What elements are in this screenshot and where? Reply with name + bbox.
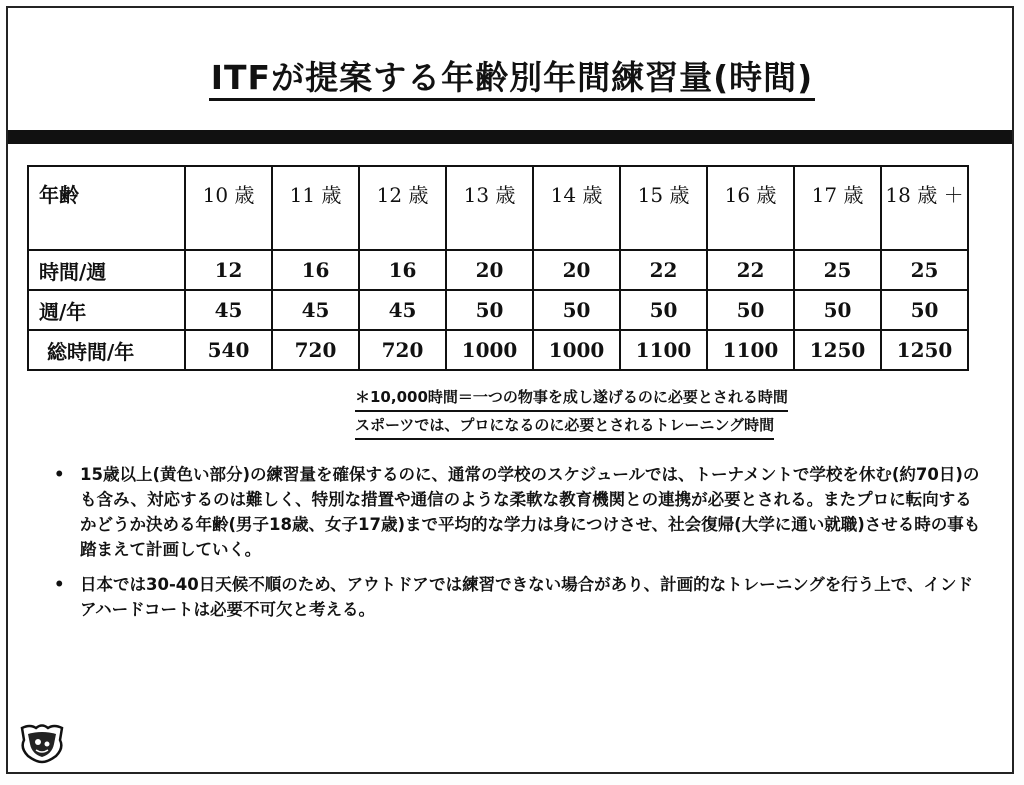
table-cell: 1100 bbox=[620, 330, 707, 370]
table-cell: 1000 bbox=[446, 330, 533, 370]
footnote-line: ＊10,000時間＝一つの物事を成し遂げるのに必要とされる時間 bbox=[355, 384, 788, 412]
header-cell: 15 歳 bbox=[620, 166, 707, 250]
header-cell: 14 歳 bbox=[533, 166, 620, 250]
table-header-row bbox=[28, 166, 968, 250]
table-cell: 720 bbox=[272, 330, 359, 370]
row-label: 時間/週 bbox=[28, 250, 185, 290]
table-cell: 1250 bbox=[881, 330, 968, 370]
header-cell: 18 歳 ＋ bbox=[881, 166, 968, 250]
table-row bbox=[28, 290, 968, 330]
table-cell: 20 bbox=[446, 250, 533, 290]
header-cell: 年齢 bbox=[28, 166, 185, 250]
bullet-list bbox=[54, 462, 984, 632]
table-cell: 1250 bbox=[794, 330, 881, 370]
table-cell: 50 bbox=[533, 290, 620, 330]
header-cell: 17 歳 bbox=[794, 166, 881, 250]
table-cell: 50 bbox=[707, 290, 794, 330]
footnote-line: スポーツでは、プロになるのに必要とされるトレーニング時間 bbox=[355, 412, 774, 440]
row-label: 総時間/年 bbox=[28, 330, 185, 370]
table-row bbox=[28, 250, 968, 290]
table-cell: 16 bbox=[272, 250, 359, 290]
header-cell: 16 歳 bbox=[707, 166, 794, 250]
table-cell: 22 bbox=[707, 250, 794, 290]
title-divider bbox=[8, 130, 1012, 144]
table-cell: 20 bbox=[533, 250, 620, 290]
header-cell: 10 歳 bbox=[185, 166, 272, 250]
footnote bbox=[355, 384, 788, 440]
table-cell: 45 bbox=[359, 290, 446, 330]
table-cell: 25 bbox=[794, 250, 881, 290]
table-cell: 45 bbox=[185, 290, 272, 330]
header-cell: 12 歳 bbox=[359, 166, 446, 250]
table-cell: 50 bbox=[620, 290, 707, 330]
practice-hours-table bbox=[27, 165, 969, 371]
header-cell: 13 歳 bbox=[446, 166, 533, 250]
table-cell: 16 bbox=[359, 250, 446, 290]
table-cell: 45 bbox=[272, 290, 359, 330]
table-cell: 1000 bbox=[533, 330, 620, 370]
table-cell: 50 bbox=[794, 290, 881, 330]
table-row bbox=[28, 330, 968, 370]
bullet-item: • 15歳以上(黄色い部分)の練習量を確保するのに、通常の学校のスケジュールでは、トーナメントで学校を休む(約70日)のも含み、対応するのは難しく、特別な措置や通信のような柔軟な教育機関との連携が必要とされる。またプロに転向するかどうか決める年齢(男子18歳、女子17歳)まで平均的な学力は身につけさせ、社会復帰(大学に通い就職)させる時の事も踏まえて計画していく。 bbox=[54, 462, 984, 562]
shield-emblem-icon bbox=[16, 722, 68, 764]
page-title: ITFが提案する年齢別年間練習量(時間) bbox=[0, 52, 1024, 99]
table-cell: 50 bbox=[446, 290, 533, 330]
table-cell: 1100 bbox=[707, 330, 794, 370]
table-cell: 25 bbox=[881, 250, 968, 290]
header-cell: 11 歳 bbox=[272, 166, 359, 250]
bullet-item: • 日本では30-40日天候不順のため、アウトドアでは練習できない場合があり、計画的なトレーニングを行う上で、インドアハードコートは必要不可欠と考える。 bbox=[54, 572, 984, 622]
table-cell: 50 bbox=[881, 290, 968, 330]
table-cell: 12 bbox=[185, 250, 272, 290]
table-cell: 22 bbox=[620, 250, 707, 290]
row-label: 週/年 bbox=[28, 290, 185, 330]
table-cell: 540 bbox=[185, 330, 272, 370]
table-cell: 720 bbox=[359, 330, 446, 370]
